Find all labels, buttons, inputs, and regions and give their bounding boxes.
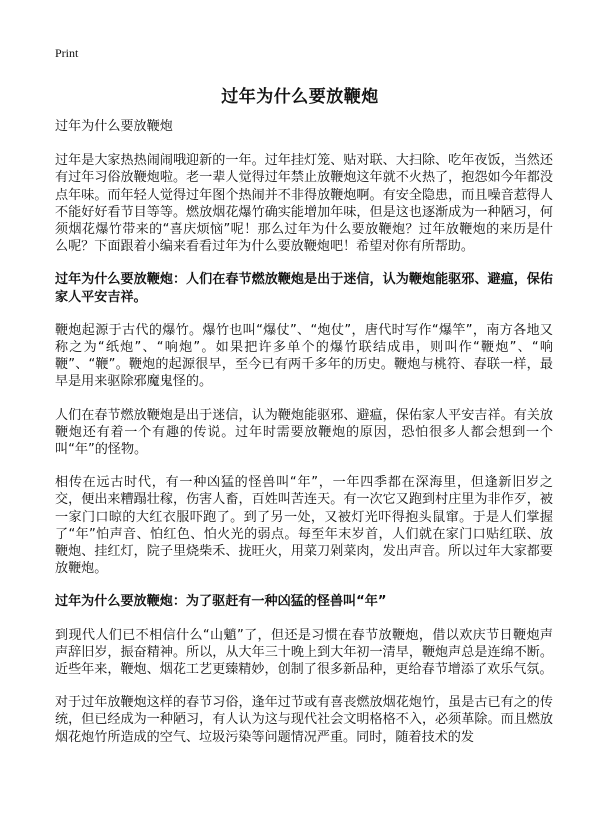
paragraph-custom: 对于过年放鞭炮这样的春节习俗，逢年过节或有喜丧燃放烟花炮竹，虽是古已有之的传统，但已经成为一种陋习，有人认为这与现代社会文明格格不入，必须革除。而且燃放烟花炮竹所造成的空气、垃圾污染等问题情况严重。同时，随着技术的发 [55,695,553,745]
paragraph-intro: 过年是大家热热闹闹哦迎新的一年。过年挂灯笼、贴对联、大扫除、吃年夜饭，当然还有过年习俗放鞭炮啦。老一辈人觉得过年禁止放鞭炮这年就不火热了，抱怨如今年都没点年味。而年轻人觉得过年图个热闹并不非得放鞭炮啊。有安全隐患，而且噪音惹得人不能好好看节目等等。燃放烟花爆竹确实能增加年味，但是这也逐渐成为一种陋习，何须烟花爆竹带来的“喜庆烦恼”呢！那么过年为什么要放鞭炮？过年放鞭炮的来历是什么呢？下面跟着小编来看看过年为什么要放鞭炮吧！希望对你有所帮助。 [55,153,553,255]
paragraph-origin: 鞭炮起源于古代的爆竹。爆竹也叫“爆仗”、“炮仗”，唐代时写作“爆竿”，南方各地又称之为“纸炮”、“响炮”。如果把许多单个的爆竹联结成串，则叫作“鞭炮”、“响鞭”、“鞭”。鞭炮的起源很早，至今已有两千多年的历史。鞭炮与桃符、春联一样，最早是用来驱除邪魔鬼怪的。 [55,322,553,390]
article-subtitle: 过年为什么要放鞭炮 [55,119,173,134]
section-heading-1: 过年为什么要放鞭炮：人们在春节燃放鞭炮是出于迷信，认为鞭炮能驱邪、避瘟，保佑家人平安吉祥。 [55,272,553,305]
section-heading-2: 过年为什么要放鞭炮：为了驱赶有一种凶猛的怪兽叫“年” [55,594,387,610]
page-title: 过年为什么要放鞭炮 [221,87,379,107]
article-body [55,118,553,762]
paragraph-superstition: 人们在春节燃放鞭炮是出于迷信，认为鞭炮能驱邪、避瘟，保佑家人平安吉祥。有关放鞭炮还有着一个有趣的传说。过年时需要放鞭炮的原因，恐怕很多人都会想到一个叫“年”的怪物。 [55,407,553,458]
paragraph-legend: 相传在远古时代，有一种凶猛的怪兽叫“年”，一年四季都在深海里，但逢新旧岁之交，便出来糟蹋壮稼，伤害人畜，百姓叫苦连天。有一次它又跑到村庄里为非作歹，被一家门口晾的大红衣服吓跑了。到了另一处，又被灯光吓得抱头鼠窜。于是人们掌握了“年”怕声音、怕红色、怕火光的弱点。每至年末岁首，人们就在家门口贴红联、放鞭炮、挂红灯，院子里烧柴禾、拢旺火，用菜刀剁菜肉，发出声音。所以过年大家都要放鞭炮。 [55,475,553,577]
print-link[interactable]: Print [55,46,79,60]
paragraph-modern: 到现代人们已不相信什么“山魈”了，但还是习惯在春节放鞭炮，借以欢庆节日鞭炮声声辞旧岁，振奋精神。所以，从大年三十晚上到大年初一清早，鞭炮声总是连绵不断。近些年来，鞭炮、烟花工艺更臻精妙，创制了很多新品种，更给春节增添了欢乐气氛。 [55,627,553,678]
